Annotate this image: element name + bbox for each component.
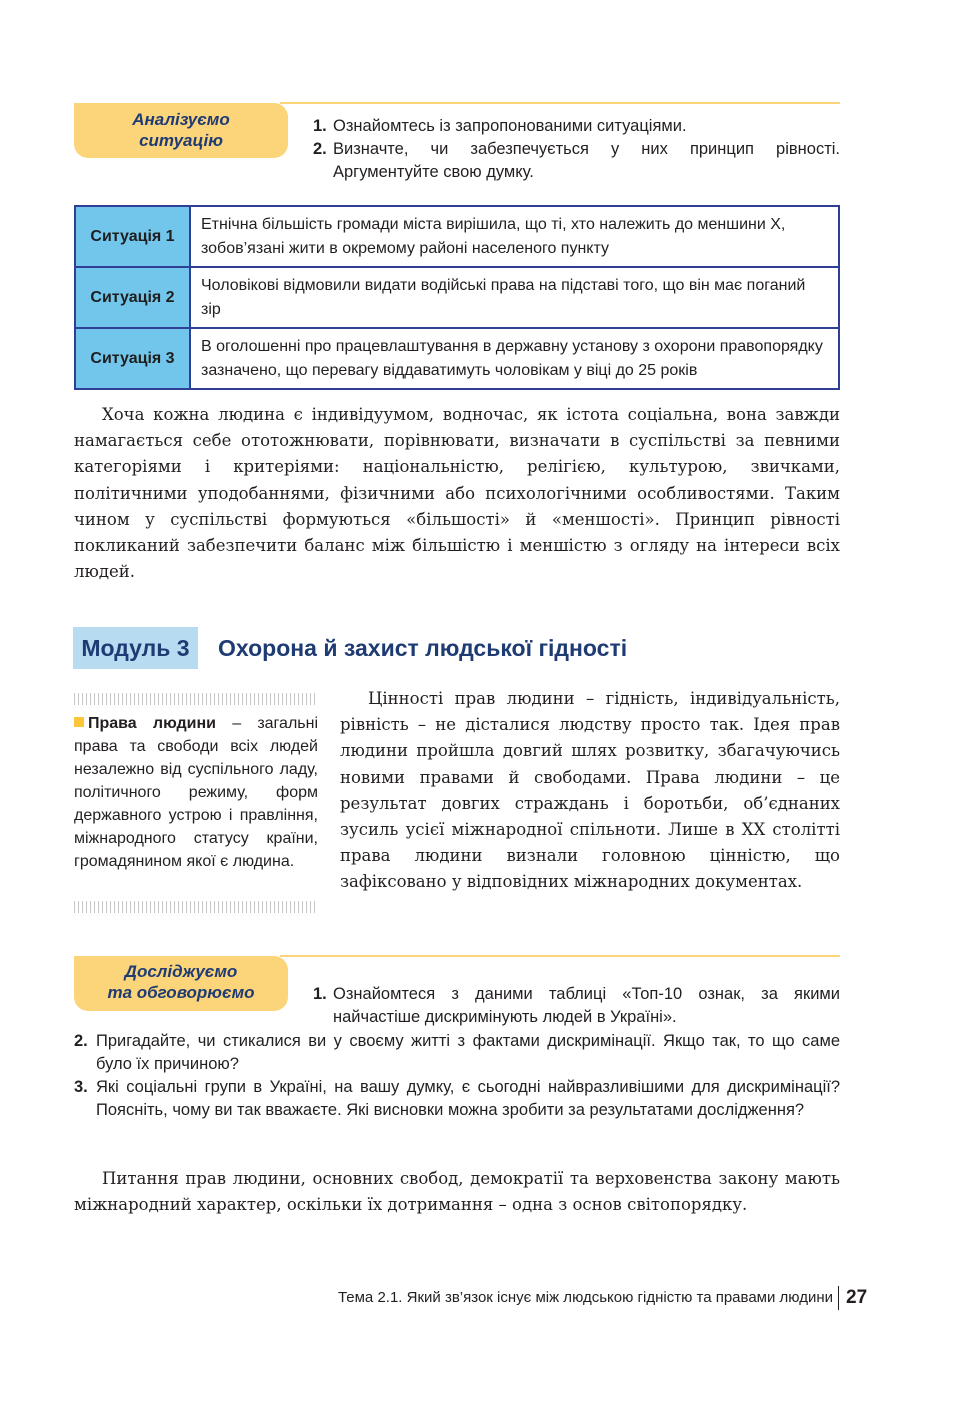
task-text: Ознайомтеся з даними таблиці «Топ-10 ознак, за якими найчастіше дискримінують людей в Україні». [333, 985, 840, 1026]
module-label: Модуль 3 [73, 627, 198, 669]
task-list-2-first [313, 983, 840, 1029]
task-number: 1. [313, 117, 327, 135]
tag-line-2: ситуацію [139, 131, 223, 150]
section-divider [280, 102, 840, 104]
task-item [313, 983, 840, 1029]
task-item [74, 1030, 840, 1076]
task-item [313, 115, 840, 138]
task-number: 2. [74, 1032, 88, 1050]
body-paragraph-1: Хоча кожна людина є індивідуумом, водночас, як істота соціальна, вона завжди намагається себе ототожнювати, порівнювати, визначати в суспільстві за певними категоріями і критеріями: національністю, релігією, культурою, звичками, політичними уподобаннями, фізичними або психологічними особливостями. Таким чином у суспільстві формуються «більшості» й «меншості». Принцип рівності покликаний забезпечити баланс між більшістю і меншістю з огляду на інтереси всіх людей. [74, 405, 840, 582]
definition-sidebar [74, 712, 318, 873]
table-row [75, 328, 839, 389]
footer-divider [838, 1286, 839, 1310]
task-number: 2. [313, 140, 327, 158]
task-text: Пригадайте, чи стикалися ви у своєму житті з фактами дискримінації. Якщо так, то що саме було їх причиною? [96, 1032, 840, 1073]
task-list-2 [74, 1030, 840, 1122]
situation-label: Ситуація 2 [75, 267, 190, 328]
situation-text: В оголошенні про працевлаштування в державну установу з охорони правопорядку зазначено, що перевагу віддаватимуть чоловікам у віці до 25 років [190, 328, 839, 389]
section-tag-research [74, 956, 288, 1011]
definition-text: – загальні права та свободи всіх людей незалежно від суспільного ладу, політичного режиму, форм державного устрою і правління, міжнародного статусу країни, громадянином якої є людина. [74, 715, 319, 870]
task-item [313, 138, 840, 184]
task-text: Визначте, чи забезпечується у них принцип рівності. Аргументуйте свою думку. [333, 140, 840, 181]
table-row [75, 206, 839, 267]
sidebar-bottom-rule [74, 901, 318, 913]
tag-line-2: та обговорюємо [107, 983, 255, 1002]
module-title: Охорона й захист людської гідності [218, 635, 628, 661]
task-number: 1. [313, 985, 327, 1003]
situations-table [74, 205, 840, 390]
bullet-square-icon [74, 717, 84, 727]
task-text: Ознайомтесь із запропонованими ситуаціями. [333, 117, 687, 135]
tag-line-1: Досліджуємо [124, 962, 238, 981]
tag-line-1: Аналізуємо [132, 110, 230, 129]
section-tag-analyze [74, 103, 288, 158]
situation-label: Ситуація 1 [75, 206, 190, 267]
body-paragraph-3: Питання прав людини, основних свобод, демократії та верховенства закону мають міжнародний характер, оскільки їх дотримання – одна з основ світопорядку. [74, 1169, 840, 1215]
body-paragraph-2: Цінності прав людини – гідність, індивідуальність, рівність – не дісталися людству просто так. Ідея прав людини пройшла довгий шлях розвитку, збагачуючись новими правами й свободами. Права людини – це результат довгих страждань і боротьби, об’єднаних зусиль усієї міжнародної спільноти. Лише в ХХ столітті права людини визнали головною цінністю, що зафіксовано у відповідних міжнародних документах. [340, 689, 840, 892]
task-item [74, 1076, 840, 1122]
situation-text: Чоловікові відмовили видати водійські права на підставі того, що він має поганий зір [190, 267, 839, 328]
task-list-1 [313, 115, 840, 184]
page-number: 27 [846, 1287, 868, 1308]
section-divider [280, 955, 840, 957]
situation-label: Ситуація 3 [75, 328, 190, 389]
task-number: 3. [74, 1078, 88, 1096]
situation-text: Етнічна більшість громади міста вирішила, що ті, хто належить до меншини Х, зобов’язані жити в окремому районі населеного пункту [190, 206, 839, 267]
running-footer: Тема 2.1. Який зв’язок існує між людською гідністю та правами людини [337, 1289, 833, 1306]
sidebar-top-rule [74, 693, 318, 705]
task-text: Які соціальні групи в Україні, на вашу думку, є сьогодні найвразливішими для дискримінації? Поясніть, чому ви так вважаєте. Які висновки можна зробити за результатами дослідження? [96, 1078, 840, 1119]
table-row [75, 267, 839, 328]
definition-term: Права людини [88, 715, 217, 732]
